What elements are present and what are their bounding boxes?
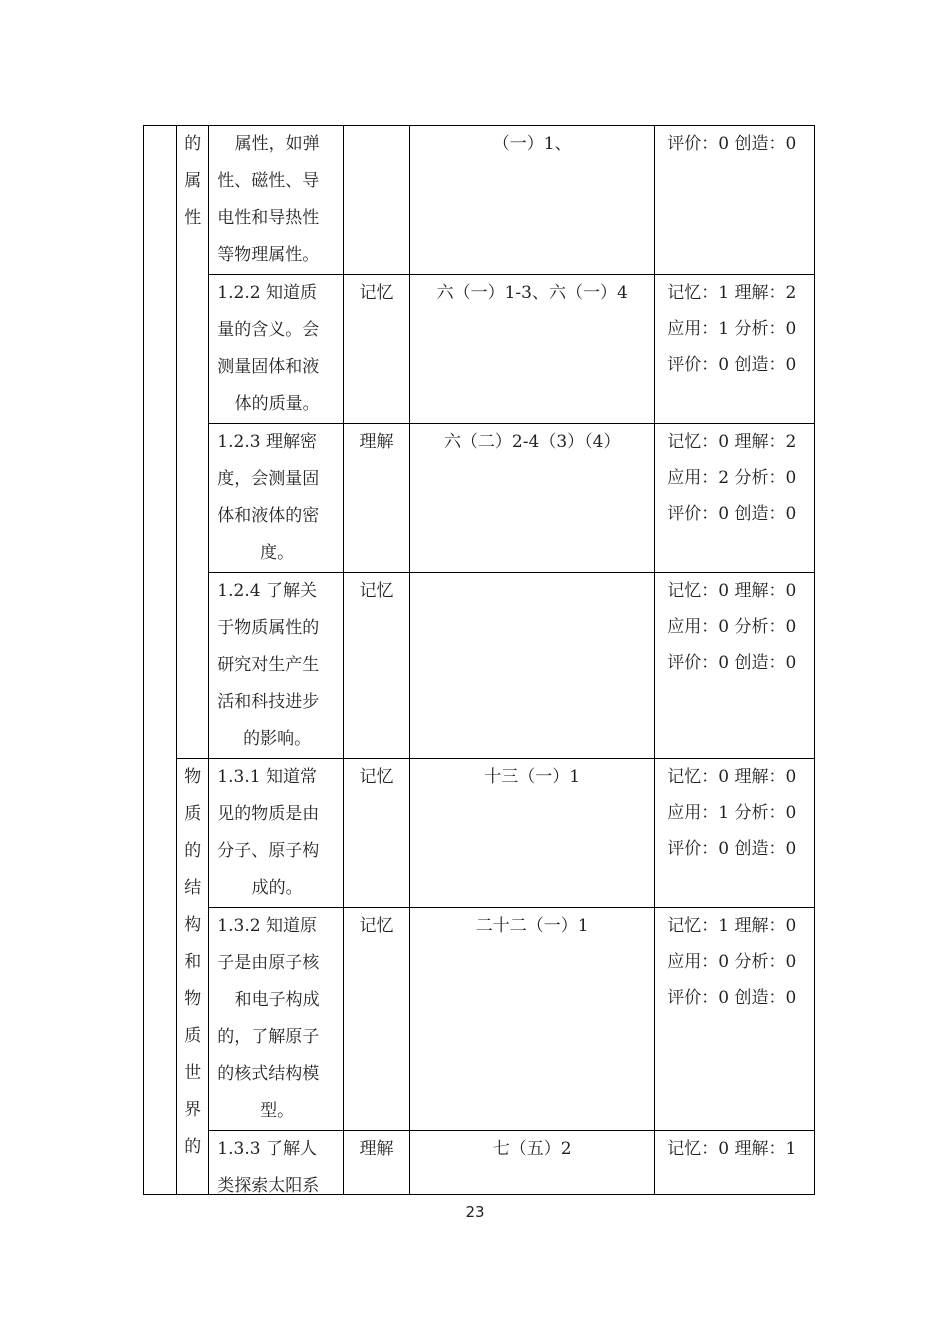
category-char: 结 <box>184 878 202 898</box>
cognitive-level: 理解 <box>343 424 409 573</box>
stat-line: 记忆：0 理解：0 <box>667 581 797 601</box>
cognitive-level: 记忆 <box>343 275 409 424</box>
desc-line: 1.3.3 了解人 <box>217 1139 317 1159</box>
table-row <box>144 424 815 573</box>
stat-line: 应用：0 分析：0 <box>667 952 797 972</box>
stat-line: 记忆：1 理解：0 <box>667 916 797 936</box>
stat-line: 评价：0 创造：0 <box>667 988 797 1008</box>
desc-line: 体的质量。 <box>234 394 320 414</box>
table-row <box>144 1131 815 1195</box>
cognitive-level: 记忆 <box>343 759 409 908</box>
table-row <box>144 759 815 908</box>
desc-line: 性、磁性、导 <box>217 171 320 191</box>
stat-line: 记忆：0 理解：0 <box>667 767 797 787</box>
desc-line: 体和液体的密 <box>217 506 320 526</box>
category-char: 物 <box>184 767 202 787</box>
desc-line: 度，会测量固 <box>217 469 320 489</box>
desc-line: 1.3.2 知道原 <box>217 916 317 936</box>
stat-line: 应用：0 分析：0 <box>667 617 797 637</box>
stat-line: 评价：0 创造：0 <box>667 355 797 375</box>
desc-line: 和电子构成 <box>234 990 320 1010</box>
standard-description <box>209 126 344 275</box>
standard-description <box>209 759 344 908</box>
stat-line: 记忆：0 理解：2 <box>667 432 797 452</box>
exam-items: 十三（一）1 <box>410 759 655 908</box>
level-stats <box>655 424 815 573</box>
desc-line: 1.2.4 了解关 <box>217 581 317 601</box>
category-cell-properties <box>177 126 209 759</box>
desc-line: 属性，如弹 <box>234 134 320 154</box>
exam-items: （一）1、 <box>410 126 655 275</box>
level-stats <box>655 759 815 908</box>
stat-line: 应用：1 分析：0 <box>667 803 797 823</box>
category-char: 质 <box>184 1026 202 1046</box>
desc-line: 活和科技进步 <box>217 692 320 712</box>
table-row <box>144 908 815 1131</box>
category-char: 的 <box>184 1137 202 1157</box>
stat-line: 记忆：1 理解：2 <box>667 283 797 303</box>
category-char: 性 <box>184 208 202 228</box>
desc-line: 于物质属性的 <box>217 618 320 638</box>
cognitive-level <box>343 126 409 275</box>
table-row <box>144 275 815 424</box>
desc-line: 研究对生产生 <box>217 655 320 675</box>
exam-items: 七（五）2 <box>410 1131 655 1195</box>
level-stats <box>655 908 815 1131</box>
desc-line: 类探索太阳系 <box>217 1176 320 1194</box>
exam-items: 二十二（一）1 <box>410 908 655 1131</box>
standard-description <box>209 424 344 573</box>
desc-line: 的核式结构模 <box>217 1064 320 1084</box>
desc-line: 的，了解原子 <box>217 1027 320 1047</box>
category-char: 质 <box>184 804 202 824</box>
level-stats <box>655 275 815 424</box>
table-row <box>144 126 815 275</box>
stat-line: 评价：0 创造：0 <box>667 839 797 859</box>
desc-line: 见的物质是由 <box>217 804 320 824</box>
category-char: 界 <box>184 1100 202 1120</box>
desc-line: 量的含义。会 <box>217 320 320 340</box>
stat-line: 记忆：0 理解：1 <box>667 1139 797 1159</box>
exam-items: 六（二）2-4（3）（4） <box>410 424 655 573</box>
desc-line: 等物理属性。 <box>217 245 320 265</box>
desc-line: 1.2.2 知道质 <box>217 283 317 303</box>
stat-line: 评价：0 创造：0 <box>667 134 797 154</box>
standard-description <box>209 275 344 424</box>
cognitive-level: 记忆 <box>343 908 409 1131</box>
standard-description <box>209 908 344 1131</box>
exam-items <box>410 573 655 759</box>
desc-line: 型。 <box>260 1101 295 1121</box>
domain-cell <box>144 126 177 1195</box>
category-char: 的 <box>184 134 202 154</box>
desc-line: 电性和导热性 <box>217 208 320 228</box>
desc-line: 1.3.1 知道常 <box>217 767 317 787</box>
table-row <box>144 573 815 759</box>
desc-line: 分子、原子构 <box>217 841 320 861</box>
desc-line: 1.2.3 理解密 <box>217 432 317 452</box>
level-stats <box>655 573 815 759</box>
standard-description <box>209 1131 344 1195</box>
standard-description <box>209 573 344 759</box>
stat-line: 应用：1 分析：0 <box>667 319 797 339</box>
level-stats <box>655 126 815 275</box>
category-char: 和 <box>184 952 202 972</box>
category-cell-structure <box>177 759 209 1195</box>
category-char: 世 <box>184 1063 202 1083</box>
cognitive-level: 记忆 <box>343 573 409 759</box>
desc-line: 度。 <box>260 543 295 563</box>
stat-line: 评价：0 创造：0 <box>667 504 797 524</box>
category-char: 物 <box>184 989 202 1009</box>
desc-line: 的影响。 <box>243 729 312 749</box>
desc-line: 成的。 <box>251 878 303 898</box>
stat-line: 评价：0 创造：0 <box>667 653 797 673</box>
page-number: 23 <box>465 1203 485 1221</box>
exam-items: 六（一）1-3、六（一）4 <box>410 275 655 424</box>
cognitive-level: 理解 <box>343 1131 409 1195</box>
category-char: 属 <box>184 171 202 191</box>
stat-line: 应用：2 分析：0 <box>667 468 797 488</box>
desc-line: 测量固体和液 <box>217 357 320 377</box>
category-char: 的 <box>184 841 202 861</box>
standards-table <box>143 125 815 1195</box>
category-char: 构 <box>184 915 202 935</box>
desc-line: 子是由原子核 <box>217 953 320 973</box>
level-stats <box>655 1131 815 1195</box>
